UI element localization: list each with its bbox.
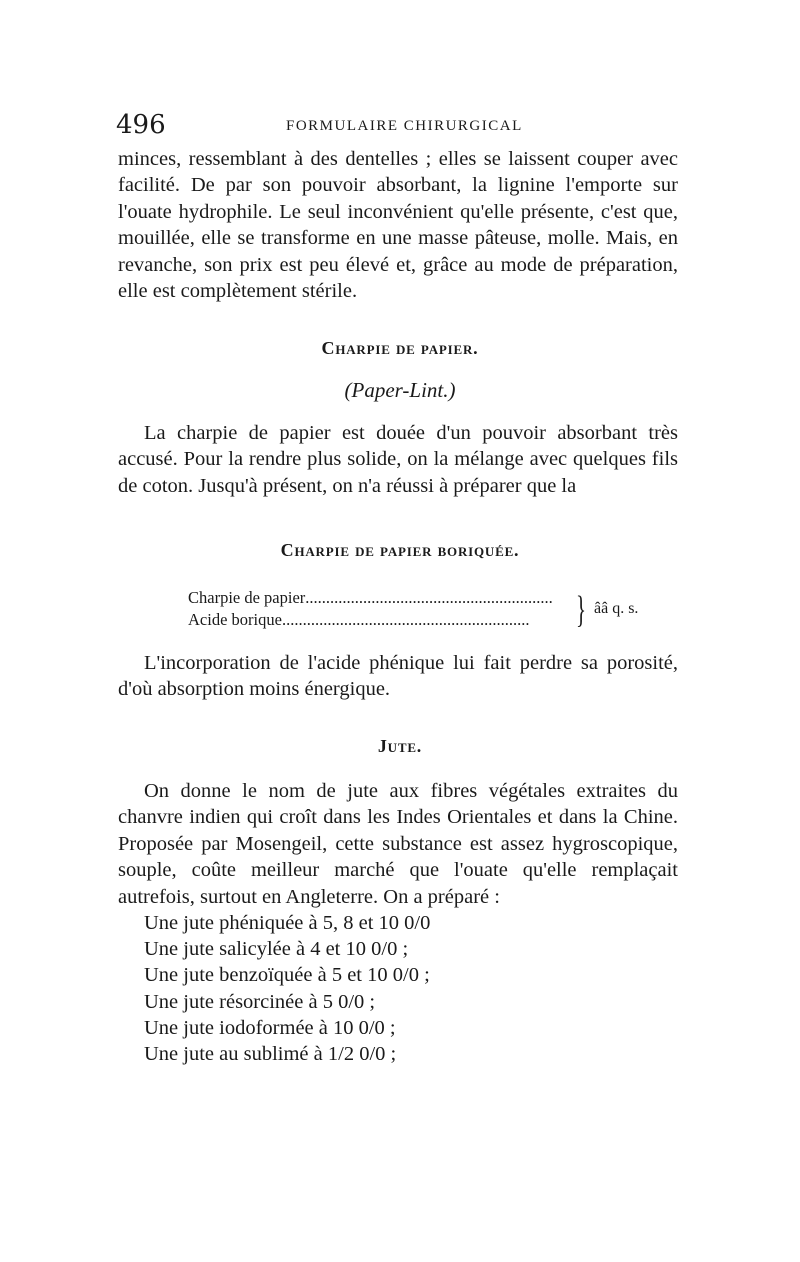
list-item: Une jute résorcinée à 5 0/0 ; <box>144 990 376 1013</box>
paragraph-charpie-papier: La charpie de papier est douée d'un pouvoir absorbant très accusé. Pour la rendre plus solide, on la mélange avec quelques fils de coton. Jusqu'à présent, on n'a réussi à préparer que la <box>118 422 678 497</box>
list-item: Une jute au sublimé à 1/2 0/0 ; <box>144 1043 397 1066</box>
list-item: Une jute phéniquée à 5, 8 et 10 0/0 <box>144 912 431 934</box>
section-title-charpie-papier: Charpie de papier. <box>321 338 479 358</box>
list-item: Une jute iodoformée à 10 0/0 ; <box>144 1016 396 1039</box>
paragraph-jute: On donne le nom de jute aux fibres végétales extraites du chanvre indien qui croît dans les Indes Orientales et dans la Chine. Proposée par Mosengeil, cette substance est assez hygroscopique, souple, coûte meilleur marché que l'ouate qu'elle remplaçait autrefois, surtout en Angleterre. On a préparé : <box>118 780 678 908</box>
recipe-item-label: Charpie de papier <box>188 588 306 607</box>
recipe-row: Acide borique............................................................ <box>188 610 530 629</box>
paragraph-lignine: minces, ressemblant à des dentelles ; elles se laissent couper avec facilité. De par son pouvoir absorbant, la lignine l'emporte sur l'ouate hydrophile. Le seul inconvénient qu'elle présente, c'est que, mouillée, elle se transforme en une masse pâteuse, molle. Mais, en revanche, son prix est peu élevé et, grâce au mode de préparation, elle est complètement stérile. <box>118 148 678 303</box>
paragraph-acide-phenique: L'incorporation de l'acide phénique lui fait perdre sa porosité, d'où absorption moins énergique. <box>118 652 678 701</box>
recipe-row: Charpie de papier............................................................ <box>188 588 553 607</box>
section-title-charpie-boriquee: Charpie de papier boriquée. <box>280 540 520 560</box>
recipe-quantity: ââ q. s. <box>594 600 639 617</box>
recipe-item-label: Acide borique <box>188 610 282 629</box>
jute-preparations-list <box>144 910 664 1067</box>
section-subtitle-paper-lint: (Paper-Lint.) <box>344 378 456 402</box>
brace-symbol: } <box>576 589 587 631</box>
page-header <box>116 110 678 140</box>
list-item: Une jute salicylée à 4 et 10 0/0 ; <box>144 938 409 961</box>
running-head: FORMULAIRE CHIRURGICAL <box>286 118 523 134</box>
page-number: 496 <box>116 110 166 140</box>
recipe-formula <box>188 588 668 632</box>
section-title-jute: Jute. <box>377 736 423 756</box>
list-item: Une jute benzoïquée à 5 et 10 0/0 ; <box>144 964 430 987</box>
